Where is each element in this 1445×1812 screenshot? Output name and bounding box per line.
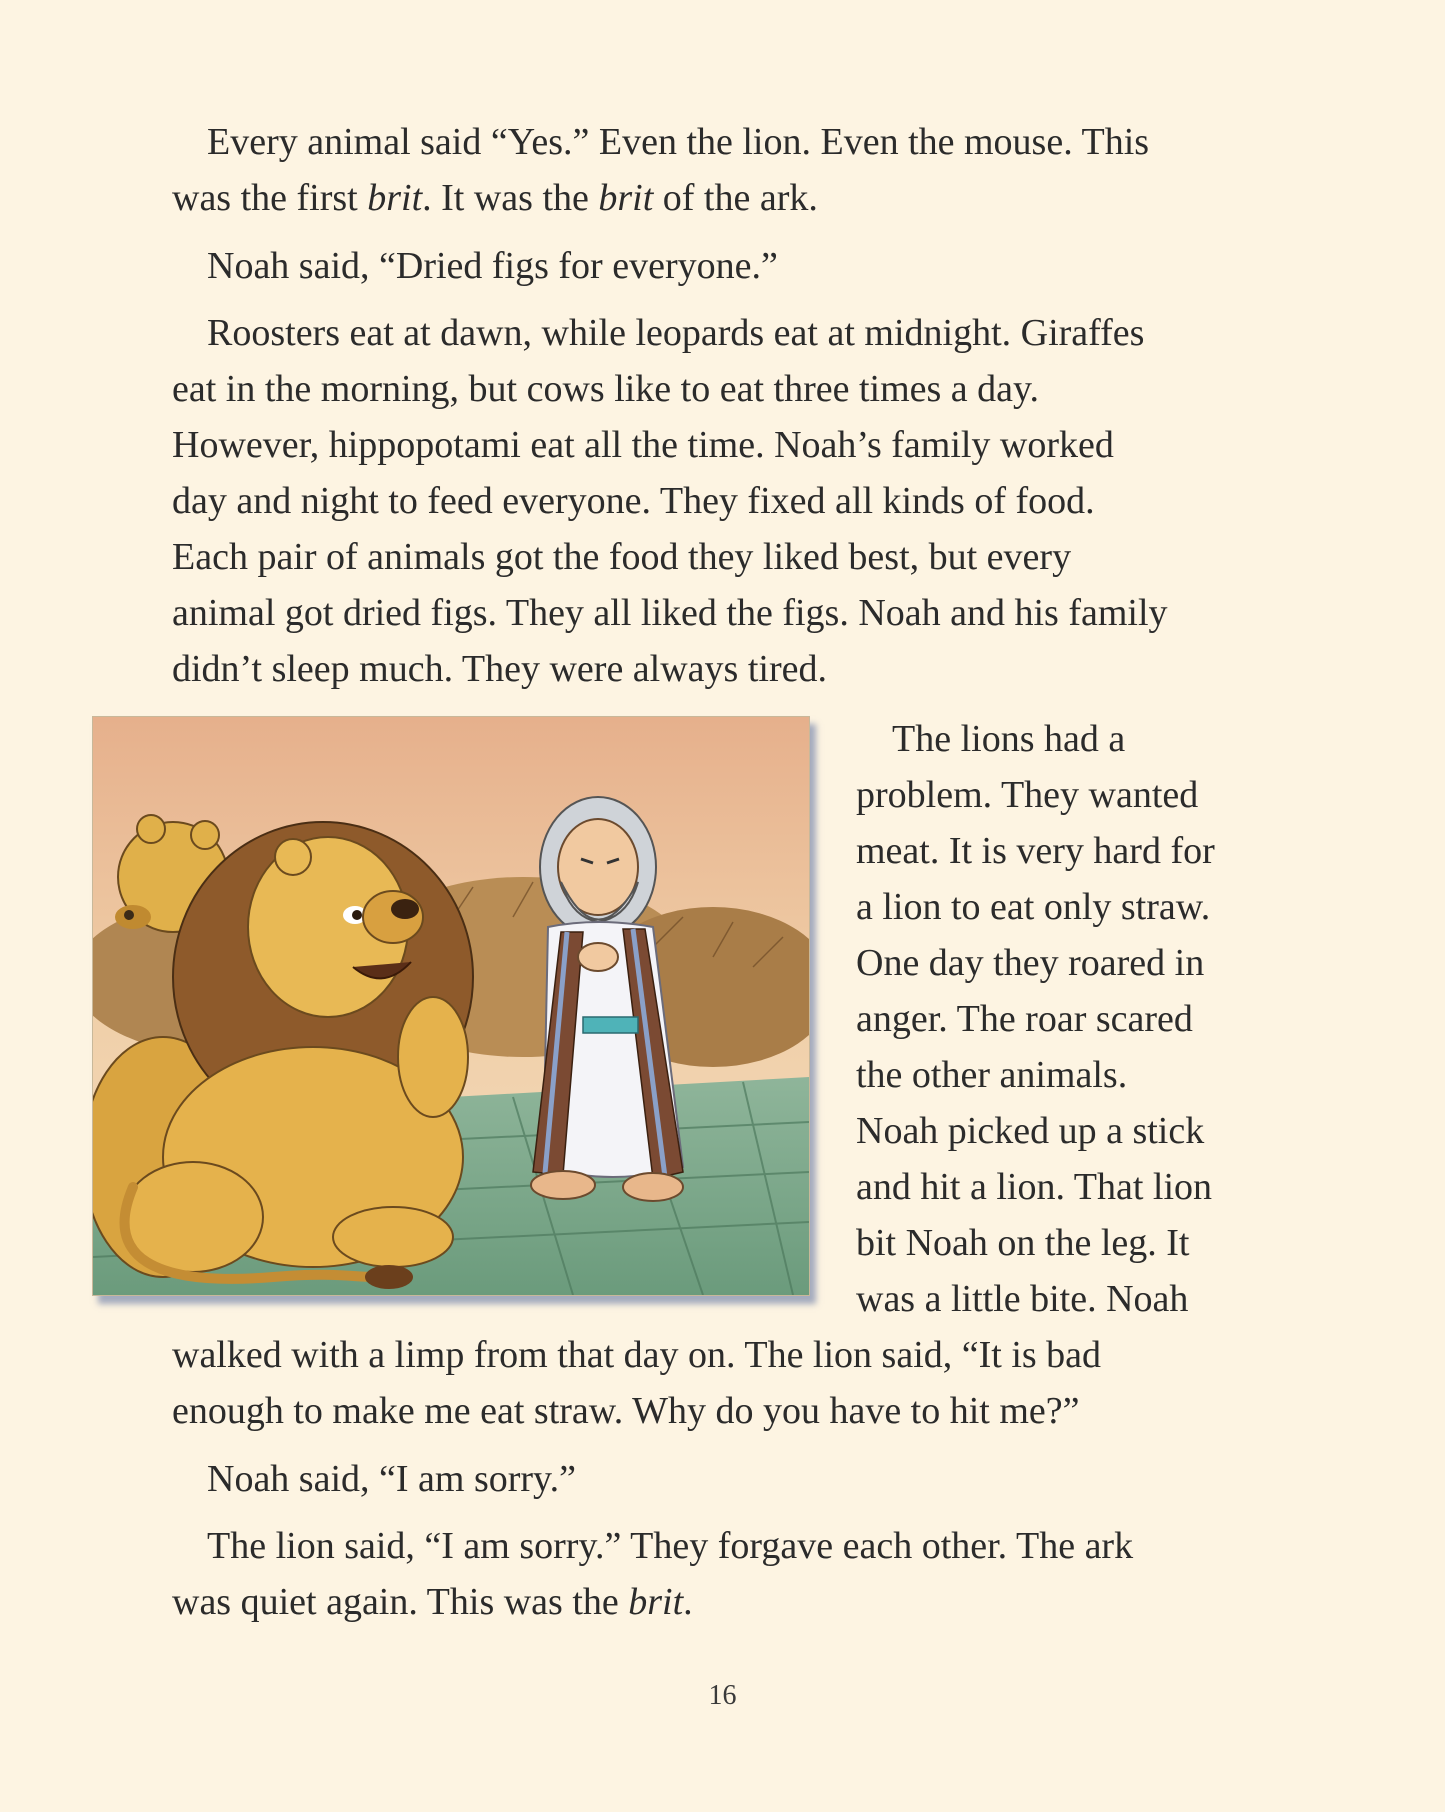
paragraph-3-line: day and night to feed everyone. They fixed all kinds of food.	[172, 480, 1095, 522]
text: was the first	[172, 177, 368, 219]
paragraph-3-line: eat in the morning, but cows like to eat three times a day.	[172, 368, 1040, 410]
paragraph-3-line: Each pair of animals got the food they liked best, but every	[172, 536, 1072, 578]
emphasis-brit: brit	[367, 177, 423, 219]
paragraph-4-line: walked with a limp from that day on. The lion said, “It is bad	[172, 1334, 1102, 1376]
paragraph-4-line: Noah picked up a stick	[856, 1110, 1205, 1152]
paragraph-3-line: However, hippopotami eat all the time. Noah’s family worked	[172, 424, 1114, 466]
text: .	[683, 1581, 693, 1623]
paragraph-6-line-2	[172, 1574, 693, 1630]
paragraph-4-line: bit Noah on the leg. It	[856, 1222, 1190, 1264]
illustration-drawing	[93, 717, 809, 1295]
paragraph-4-line: enough to make me eat straw. Why do you have to hit me?”	[172, 1390, 1080, 1432]
emphasis-brit: brit	[628, 1581, 684, 1623]
paragraph-6-line-1: The lion said, “I am sorry.” They forgave each other. The ark	[207, 1525, 1134, 1567]
text: Every animal said “Yes.” Even the lion. Even the mouse. This	[207, 121, 1150, 163]
text: was quiet again. This was the	[172, 1581, 629, 1623]
paragraph-3-line: animal got dried figs. They all liked the figs. Noah and his family	[172, 592, 1168, 634]
paragraph-4-line: and hit a lion. That lion	[856, 1166, 1213, 1208]
paragraph-3-line: Roosters eat at dawn, while leopards eat at midnight. Giraffes	[207, 312, 1145, 354]
paragraph-4-line: problem. They wanted	[856, 774, 1199, 816]
paragraph-1-line-1	[207, 114, 1149, 170]
paragraph-4-line: The lions had a	[892, 718, 1126, 760]
paragraph-2: Noah said, “Dried figs for everyone.”	[207, 245, 778, 287]
paragraph-4-line: One day they roared in	[856, 942, 1205, 984]
paragraph-4-line: a lion to eat only straw.	[856, 886, 1211, 928]
text: . It was the	[422, 177, 599, 219]
paragraph-4-line: meat. It is very hard for	[856, 830, 1215, 872]
text: of the ark.	[653, 177, 818, 219]
paragraph-4-line: anger. The roar scared	[856, 998, 1193, 1040]
paragraph-4-line: was a little bite. Noah	[856, 1278, 1189, 1320]
paragraph-5: Noah said, “I am sorry.”	[207, 1458, 576, 1500]
paragraph-4-line: the other animals.	[856, 1054, 1128, 1096]
paragraph-3-line: didn’t sleep much. They were always tired.	[172, 648, 827, 690]
page-number: 16	[708, 1680, 737, 1711]
paragraph-1-line-2	[172, 170, 818, 226]
lions-and-noah-illustration	[92, 716, 810, 1296]
emphasis-brit: brit	[598, 177, 654, 219]
